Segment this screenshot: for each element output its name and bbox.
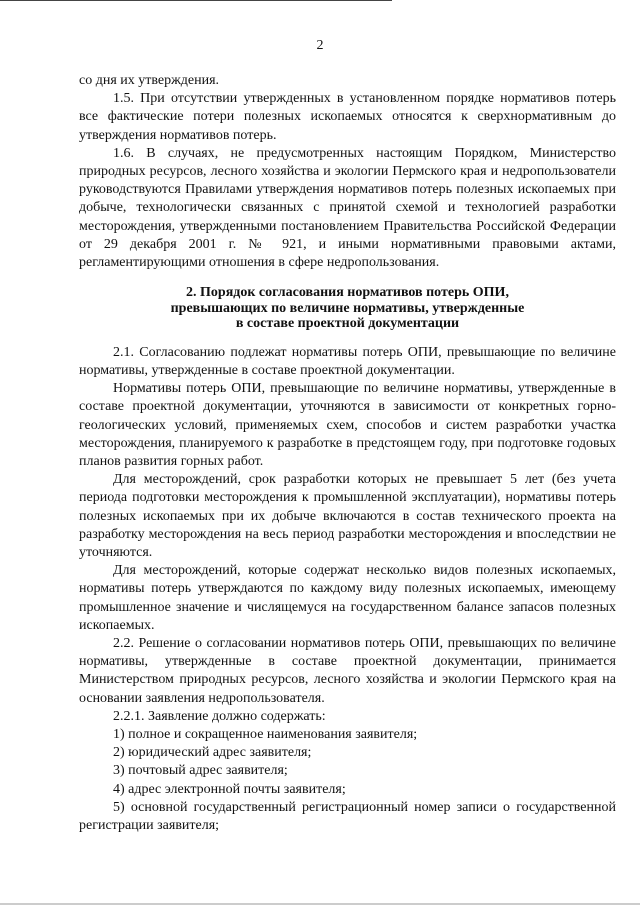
paragraph: Нормативы потерь ОПИ, превышающие по величине нормативы, утвержденные в составе проектной документации, уточняются в зависимости от конкретных горно-геологических условий, применяемых схем, способов и систем разработки участка месторождения, планируемого к разработке в предстоящем году, при подготовке годовых планов развития горных работ.: [79, 381, 616, 469]
paragraph: Для месторождений, которые содержат несколько видов полезных ископаемых, нормативы потерь утверждаются по каждому виду полезных ископаемых, имеющему промышленное значение и числящемуся на государственном балансе запасов полезных ископаемых.: [79, 563, 616, 633]
list-item: 5) основной государственный регистрационный номер записи о государственной регистрации заявителя;: [79, 799, 616, 834]
paragraph: 2.2.1. Заявление должно содержать:: [113, 708, 326, 724]
section-heading: [79, 285, 616, 332]
page-number: 2: [316, 38, 324, 53]
heading-line: в составе проектной документации: [235, 316, 460, 332]
document-body: [79, 72, 616, 835]
heading-line: превышающих по величине нормативы, утвержденные: [170, 300, 525, 316]
paragraph: 2.2. Решение о согласовании нормативов потерь ОПИ, превышающих по величине нормативы, утвержденные в составе проектной документации, принимается Министерством природных ресурсов, лесного хозяйства и экологии Пермского края на основании заявления недропользователя.: [79, 635, 616, 706]
heading-line: 2. Порядок согласования нормативов потерь ОПИ,: [186, 285, 509, 301]
list-item: 2) юридический адрес заявителя;: [113, 745, 312, 761]
section-1-tail: [79, 72, 616, 272]
paragraph: 1.6. В случаях, не предусмотренных настоящим Порядком, Министерство природных ресурсов, лесного хозяйства и экологии Пермского края и недропользователи руководствуются Правилами утверждения нормативов потерь полезных ископаемых при добыче, технологически связанных с принятой схемой и технологией разработки месторождения, утвержденными постановлением Правительства Российской Федерации от 29 декабря 2001 г. № 921, и иными нормативными правовыми актами, регламентирующими отношения в сфере недропользования.: [79, 145, 616, 271]
list-item: 4) адрес электронной почты заявителя;: [113, 781, 346, 797]
list-item: 3) почтовый адрес заявителя;: [113, 763, 288, 779]
list-item: 1) полное и сокращенное наименования заявителя;: [113, 727, 418, 742]
top-border-line: [0, 0, 392, 1]
section-2-body: [79, 344, 616, 835]
paragraph: со дня их утверждения.: [79, 73, 220, 88]
paragraph: Для месторождений, срок разработки которых не превышает 5 лет (без учета периода подготовки месторождения к промышленной эксплуатации), нормативы потерь полезных ископаемых при их добыче включаются в состав технического проекта на разработку месторождения на весь период разработки месторождения и впоследствии не уточняются.: [79, 472, 616, 560]
paragraph: 1.5. При отсутствии утвержденных в установленном порядке нормативов потерь все фактические потери полезных ископаемых относятся к сверхнормативным до утверждения нормативов потерь.: [79, 91, 616, 143]
paragraph: 2.1. Согласованию подлежат нормативы потерь ОПИ, превышающие по величине нормативы, утвержденные в составе проектной документации.: [79, 344, 616, 378]
